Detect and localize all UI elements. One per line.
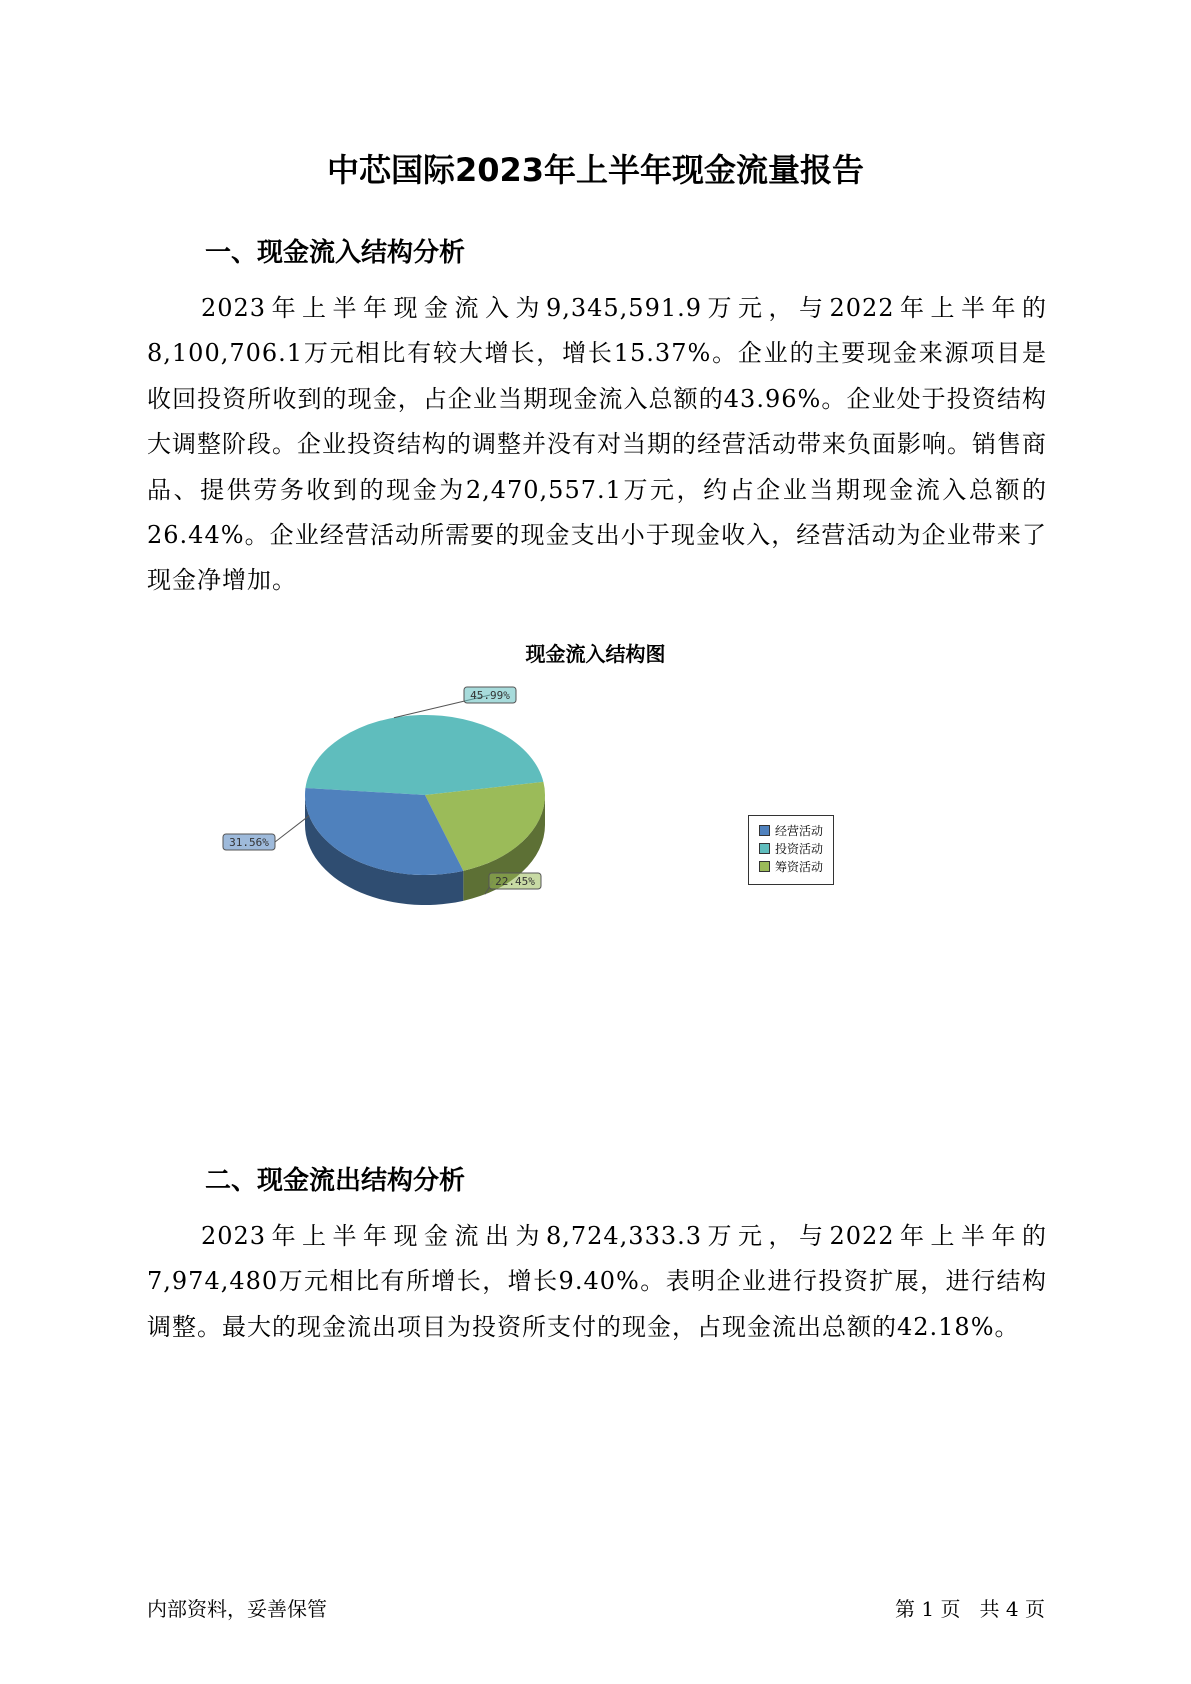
document-title: 中芯国际2023年上半年现金流量报告 xyxy=(326,151,865,189)
legend-swatch-operating xyxy=(759,825,770,836)
legend-item xyxy=(759,821,833,839)
legend-swatch-investing xyxy=(759,843,770,854)
legend-label: 经营活动 xyxy=(775,823,824,838)
pie-data-label: 45.99% xyxy=(470,689,510,702)
pie-slice-投资活动 xyxy=(305,715,543,795)
chart-legend xyxy=(748,815,834,885)
legend-item xyxy=(759,839,833,857)
pie-data-label: 31.56% xyxy=(229,836,269,849)
legend-label: 筹资活动 xyxy=(775,859,824,874)
section1-paragraph: 2023年上半年现金流入为9,345,591.9万元，与2022年上半年的8,100,706.1万元相比有较大增长，增长15.37%。企业的主要现金来源项目是收回投资所收到的现金，占企业当期现金流入总额的43.96%。企业处于投资结构大调整阶段。企业投资结构的调整并没有对当期的经营活动带来负面影响。销售商品、提供劳务收到的现金为2,470,557.1万元，约占企业当期现金流入总额的26.44%。企业经营活动所需要的现金支出小于现金收入，经营活动为企业带来了现金净增加。 xyxy=(147,294,1047,595)
footer-page-number: 第 1 页 共 4 页 xyxy=(895,1597,1045,1621)
legend-item xyxy=(759,857,833,875)
section1-heading: 一、现金流入结构分析 xyxy=(205,238,466,268)
pie-leader-line xyxy=(275,816,309,842)
section2-paragraph: 2023年上半年现金流出为8,724,333.3万元，与2022年上半年的7,974,480万元相比有所增长，增长9.40%。表明企业进行投资扩展，进行结构调整。最大的现金流出项目为投资所支付的现金，占现金流出总额的42.18%。 xyxy=(147,1222,1047,1341)
pie-data-label: 22.45% xyxy=(495,875,535,888)
section2-heading: 二、现金流出结构分析 xyxy=(205,1166,466,1196)
legend-swatch-financing xyxy=(759,861,770,872)
legend-label: 投资活动 xyxy=(775,841,824,856)
footer-left: 内部资料，妥善保管 xyxy=(147,1597,327,1621)
chart-title: 现金流入结构图 xyxy=(525,642,666,666)
pie-chart xyxy=(220,680,580,950)
